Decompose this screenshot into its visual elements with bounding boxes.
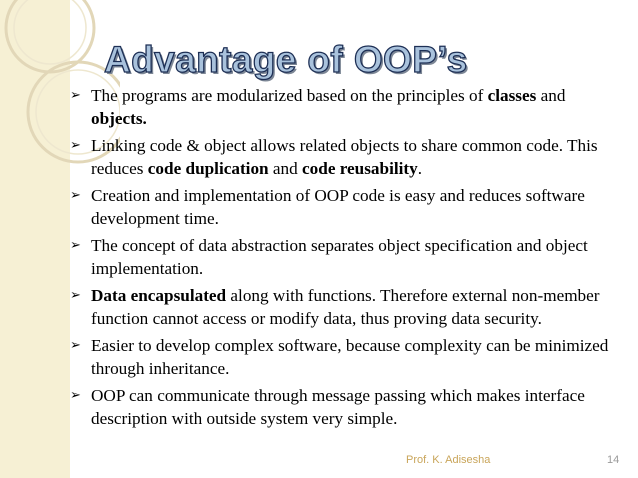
bullet-segment: Linking code & object allows related objects to share common code. This reduces [91,136,598,178]
bullet-segment: Easier to develop complex software, because complexity can be minimized through inheritance. [91,336,609,378]
bullet-item [70,335,615,380]
bullet-item [70,135,615,180]
bullet-text [91,186,585,228]
bullet-bold-text: code reusability [302,158,418,178]
bullet-bold-text: Data encapsulated [91,286,227,305]
bullet-bold-text: code duplication [147,158,269,178]
bullet-item [70,285,615,330]
bullet-item [70,235,615,280]
bullet-bold-text: classes [487,86,537,105]
bullet-text [91,336,608,378]
bullet-segment: along with functions. Therefore external non-member function cannot access or modify data, thus proving data security. [91,286,600,328]
bullet-segment: and [536,86,566,105]
bullet-bold-text: objects. [91,108,147,128]
bullet-arrow-icon: ➢ [70,238,81,253]
bullet-text [91,86,565,128]
bullet-item [70,385,615,430]
bullet-segment: The programs are modularized based on the principles of [91,86,488,105]
footer-author: Prof. K. Adisesha [406,454,491,466]
bullet-segment: . [417,158,423,178]
bullet-arrow-icon: ➢ [70,138,81,153]
bullet-segment: OOP can communicate through message passing which makes interface description with outside system very simple. [91,386,585,428]
bullet-text [91,286,600,328]
bullet-arrow-icon: ➢ [70,188,81,203]
bullet-segment: and [268,158,303,178]
bullet-text [91,386,585,428]
slide-title: Advantage of OOP’s [104,39,468,80]
bullet-text [91,136,598,178]
bullet-segment: Creation and implementation of OOP code is easy and reduces software development time. [91,186,585,228]
bullet-segment: The concept of data abstraction separates object specification and object implementation. [91,236,588,278]
bullet-list [70,85,615,435]
bullet-item [70,85,615,130]
bullet-arrow-icon: ➢ [70,338,81,353]
bullet-arrow-icon: ➢ [70,288,81,303]
bullet-arrow-icon: ➢ [70,88,81,103]
bullet-item [70,185,615,230]
page-number: 14 [607,454,620,466]
bullet-text [91,236,588,278]
bullet-arrow-icon: ➢ [70,388,81,403]
